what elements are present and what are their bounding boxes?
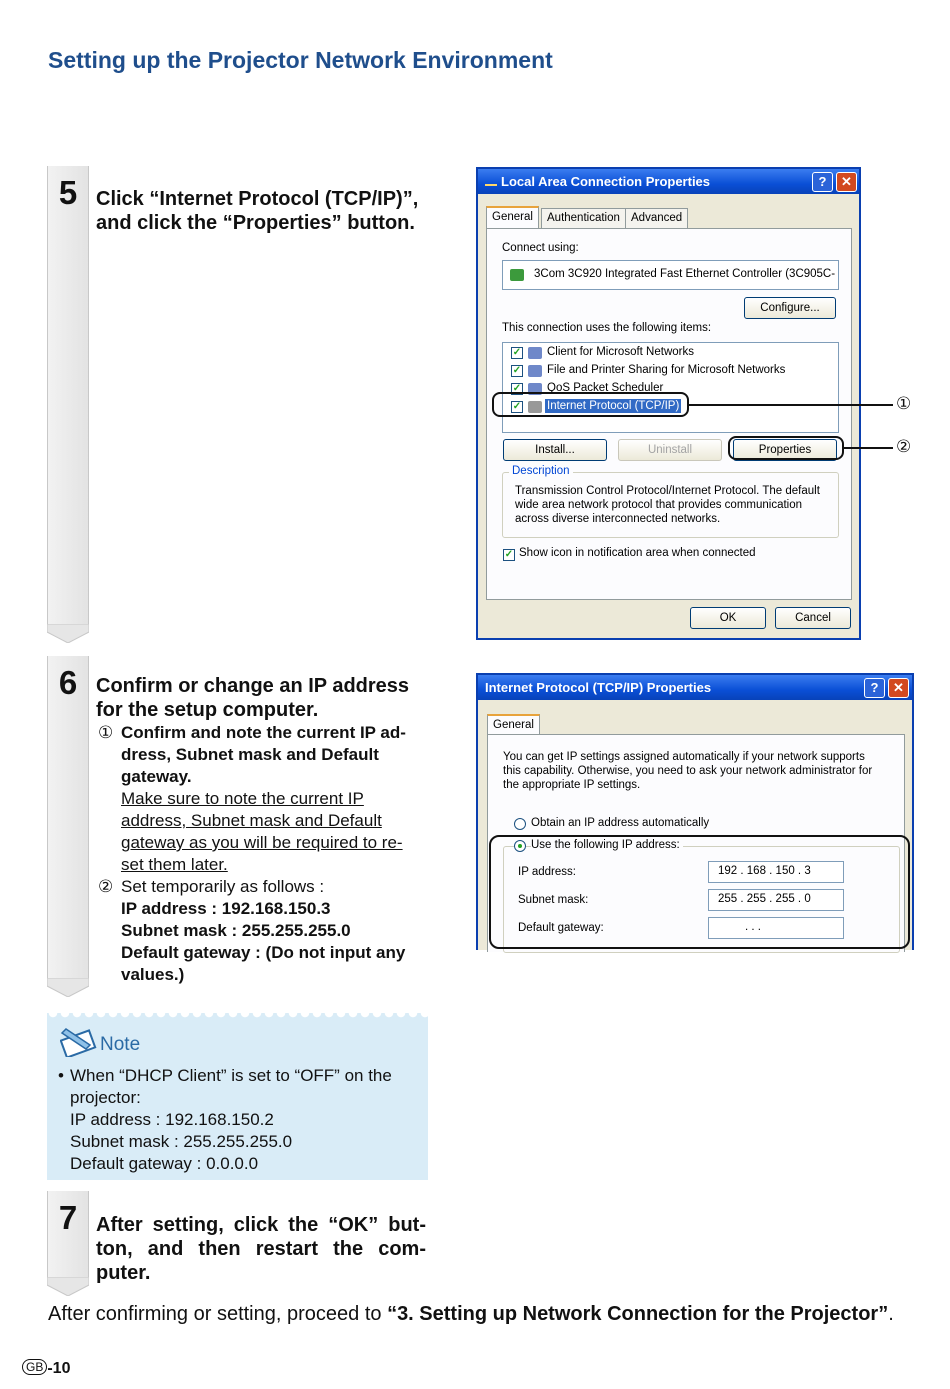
network-icon (485, 176, 497, 186)
step-5-tab (47, 166, 89, 624)
tab-general[interactable]: General (486, 206, 539, 228)
default-gateway-field[interactable]: . . . (708, 917, 844, 939)
step-6-sub1: ① Confirm and note the current IP ad- dress, Subnet mask and Default gateway. Make sure to note the current IP address, Subnet mask and Default gateway as you will be required to re- set them later. (98, 723, 406, 874)
sub1-marker: ① (98, 723, 114, 742)
help-button[interactable]: ? (864, 678, 885, 698)
ip-address-field[interactable]: 192 . 168 . 150 . 3 (708, 861, 844, 883)
connect-using-label: Connect using: (502, 242, 579, 254)
callout-number-1: ① (896, 394, 912, 413)
items-label: This connection uses the following items: (502, 322, 712, 334)
note-text: • When “DHCP Client” is set to “OFF” on the projector: IP address : 192.168.150.2 Subnet mask : 255.255.255.0 Default gateway : 0.0.0.0 (58, 1066, 392, 1173)
tab-authentication[interactable]: Authentication (541, 208, 626, 228)
final-instruction: After confirming or setting, proceed to “3. Setting up Network Connection for the Projector”. (48, 1303, 894, 1325)
note-scalloped-edge (47, 1013, 428, 1021)
step-6-heading: Confirm or change an IP address for the setup computer. (96, 675, 410, 721)
show-icon-label: Show icon in notification area when connected (519, 547, 756, 559)
adapter-name: 3Com 3C920 Integrated Fast Ethernet Controller (3C905C- (534, 268, 836, 280)
list-item[interactable]: File and Printer Sharing for Microsoft Networks (547, 364, 786, 376)
callout-ring-properties (728, 436, 844, 460)
step-6-arrow (47, 978, 89, 997)
list-item[interactable]: Client for Microsoft Networks (547, 346, 694, 358)
description-line: wide area network protocol that provides communication (515, 499, 803, 511)
note-bullet: • (58, 1066, 64, 1085)
dialog-titlebar (478, 675, 912, 700)
page-title: Setting up the Projector Network Environment (48, 47, 553, 73)
subnet-mask-label: Subnet mask: (518, 894, 589, 906)
dialog-title: Local Area Connection Properties (501, 174, 711, 189)
ip-address-label: IP address: (518, 866, 576, 878)
callout-ring-ip-settings (489, 835, 910, 949)
network-card-icon (510, 269, 524, 281)
help-button[interactable]: ? (812, 172, 833, 192)
callout-ring-tcpip (492, 392, 689, 417)
callout-number-2: ② (896, 437, 912, 456)
checkbox-client[interactable]: ✓ (512, 347, 522, 358)
description-line: across diverse interconnected networks. (515, 513, 721, 525)
close-button[interactable]: ✕ (888, 678, 909, 698)
note-label: Note (100, 1034, 141, 1055)
default-gateway-label: Default gateway: (518, 922, 604, 934)
properties-button[interactable]: Properties (733, 439, 837, 461)
step-6-number: 6 (58, 664, 78, 701)
intro-line: this capability. Otherwise, you need to ask your network administrator for (503, 765, 873, 777)
adapter-field (502, 260, 839, 290)
step-7-tab (47, 1191, 89, 1277)
configure-button[interactable]: Configure... (744, 297, 836, 319)
client-icon (528, 347, 542, 359)
printer-icon (528, 365, 542, 377)
step-7-heading: After setting, click the “OK” but- ton, and then restart the com- puter. (96, 1214, 426, 1284)
use-following-label: Use the following IP address: (531, 839, 683, 851)
cancel-button[interactable]: Cancel (775, 607, 851, 629)
step-7-arrow (47, 1277, 89, 1296)
list-item[interactable]: QoS Packet Scheduler (547, 382, 664, 394)
components-list (502, 342, 839, 433)
note-pencil-icon (60, 1025, 100, 1057)
close-button[interactable]: ✕ (836, 172, 857, 192)
checkbox-qos[interactable]: ✓ (512, 383, 522, 394)
step-5-number: 5 (58, 174, 78, 211)
show-icon-checkbox[interactable]: ✓ (504, 549, 514, 560)
ok-button[interactable]: OK (690, 607, 766, 629)
obtain-auto-radio[interactable] (514, 818, 526, 830)
callout-line-2 (844, 447, 893, 449)
tab-advanced[interactable]: Advanced (625, 208, 688, 228)
step-6-sub2: ② Set temporarily as follows : IP address : 192.168.150.3 Subnet mask : 255.255.255.0 Default gateway : (Do not input any values.) (98, 877, 406, 984)
subnet-mask-field[interactable]: 255 . 255 . 255 . 0 (708, 889, 844, 911)
step-5-heading: Click “Internet Protocol (TCP/IP)”, and click the “Properties” button. (96, 188, 419, 234)
step-7-number: 7 (58, 1199, 78, 1236)
install-button[interactable]: Install... (503, 439, 607, 461)
region-badge: GB (22, 1359, 47, 1375)
description-line: Transmission Control Protocol/Internet Protocol. The default (515, 485, 820, 497)
tab-general[interactable]: General (487, 714, 540, 736)
callout-line-1 (689, 404, 893, 406)
step-6-tab (47, 656, 89, 978)
dialog-titlebar (478, 169, 859, 194)
uninstall-button[interactable]: Uninstall (618, 439, 722, 461)
checkbox-tcpip[interactable]: ✓ (512, 401, 522, 412)
page-number: GB -10 (22, 1359, 70, 1378)
checkbox-file-sharing[interactable]: ✓ (512, 365, 522, 376)
intro-line: the appropriate IP settings. (503, 779, 641, 791)
list-item-selected[interactable]: Internet Protocol (TCP/IP) (547, 400, 680, 412)
intro-line: You can get IP settings assigned automatically if your network supports (503, 751, 865, 763)
step-5-arrow (47, 624, 89, 643)
dialog-title: Internet Protocol (TCP/IP) Properties (485, 680, 712, 695)
sub2-marker: ② (98, 877, 114, 896)
description-label: Description (509, 465, 573, 477)
obtain-auto-label: Obtain an IP address automatically (531, 817, 710, 829)
